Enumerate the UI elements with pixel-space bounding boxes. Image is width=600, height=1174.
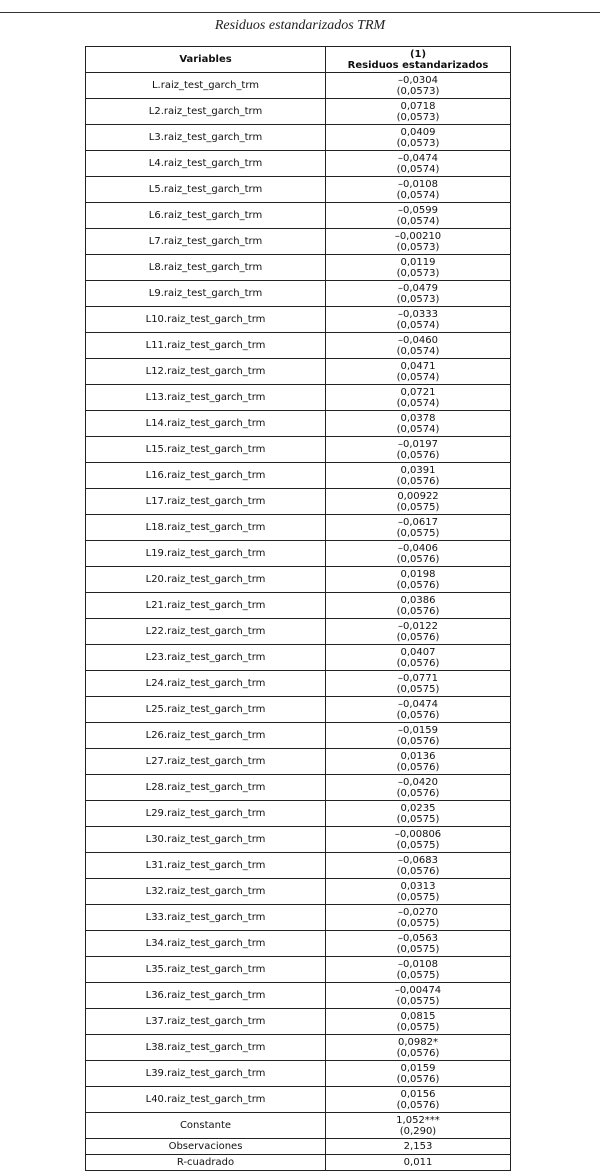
table-row: [86, 619, 511, 645]
table-row: [86, 827, 511, 853]
standard-error: (0,0575): [396, 891, 440, 903]
top-rule: [0, 12, 600, 13]
table-row: [86, 333, 511, 359]
variable-label: L40.raiz_test_garch_trm: [86, 1087, 326, 1113]
coefficient-value: –0,0474: [398, 698, 438, 710]
coefficient-cell: [326, 801, 511, 827]
table-row: [86, 645, 511, 671]
table-row: [86, 229, 511, 255]
standard-error: (0,0575): [396, 943, 440, 955]
variable-label: L7.raiz_test_garch_trm: [86, 229, 326, 255]
standard-error: (0,0574): [396, 397, 440, 409]
coefficient-cell: [326, 1113, 511, 1139]
variable-label: L5.raiz_test_garch_trm: [86, 177, 326, 203]
variable-label: L10.raiz_test_garch_trm: [86, 307, 326, 333]
variable-label: L29.raiz_test_garch_trm: [86, 801, 326, 827]
coefficient-value: 0,0156: [400, 1088, 436, 1100]
model-number: (1): [409, 48, 427, 60]
table-row: [86, 255, 511, 281]
standard-error: (0,0576): [396, 475, 440, 487]
coefficient-cell: [326, 957, 511, 983]
standard-error: (0,0576): [396, 657, 440, 669]
coefficient-value: 0,00922: [397, 490, 439, 502]
coefficient-cell: [326, 905, 511, 931]
coefficient-cell: [326, 385, 511, 411]
coefficient-value: –0,00806: [394, 828, 442, 840]
variable-label: L2.raiz_test_garch_trm: [86, 99, 326, 125]
coefficient-cell: [326, 983, 511, 1009]
variable-label: L19.raiz_test_garch_trm: [86, 541, 326, 567]
coefficient-value: 0,0471: [400, 360, 436, 372]
standard-error: (0,0576): [396, 449, 440, 461]
coefficient-value: 0,0407: [400, 646, 436, 658]
variable-label: Constante: [86, 1113, 326, 1139]
coefficient-cell: [326, 307, 511, 333]
coefficient-cell: [326, 723, 511, 749]
table-row: [86, 1035, 511, 1061]
variable-label: L11.raiz_test_garch_trm: [86, 333, 326, 359]
standard-error: (0,0575): [396, 995, 440, 1007]
standard-error: (0,0576): [396, 735, 440, 747]
table-row: [86, 73, 511, 99]
coefficient-cell: [326, 593, 511, 619]
variable-label: L30.raiz_test_garch_trm: [86, 827, 326, 853]
coefficient-value: –0,0479: [398, 282, 438, 294]
variables-header: Variables: [86, 47, 326, 73]
summary-row: [86, 1155, 511, 1171]
coefficient-cell: [326, 775, 511, 801]
table-row: [86, 463, 511, 489]
variable-label: L33.raiz_test_garch_trm: [86, 905, 326, 931]
table-row: [86, 775, 511, 801]
coefficient-cell: [326, 411, 511, 437]
table-row: [86, 125, 511, 151]
standard-error: (0,0574): [396, 345, 440, 357]
standard-error: (0,0576): [396, 1047, 440, 1059]
standard-error: (0,0575): [396, 969, 440, 981]
coefficient-cell: [326, 489, 511, 515]
standard-error: (0,0575): [396, 917, 440, 929]
coefficient-value: –0,0420: [398, 776, 438, 788]
model-name: Residuos estandarizados: [347, 59, 489, 71]
standard-error: (0,0574): [396, 163, 440, 175]
table-row: [86, 931, 511, 957]
coefficient-value: –0,0159: [398, 724, 438, 736]
coefficient-value: –0,0304: [398, 74, 438, 86]
regression-table: [85, 46, 511, 1171]
standard-error: (0,0574): [396, 215, 440, 227]
summary-value: 0,011: [326, 1155, 511, 1171]
table-row: [86, 593, 511, 619]
coefficient-cell: [326, 931, 511, 957]
variable-label: L31.raiz_test_garch_trm: [86, 853, 326, 879]
variable-label: L14.raiz_test_garch_trm: [86, 411, 326, 437]
table-row: [86, 723, 511, 749]
coefficient-value: 0,0136: [400, 750, 436, 762]
coefficient-value: –0,0683: [398, 854, 438, 866]
variable-label: L18.raiz_test_garch_trm: [86, 515, 326, 541]
standard-error: (0,0576): [396, 787, 440, 799]
standard-error: (0,0574): [396, 189, 440, 201]
standard-error: (0,0576): [396, 631, 440, 643]
coefficient-cell: [326, 827, 511, 853]
coefficient-cell: [326, 1087, 511, 1113]
variable-label: L17.raiz_test_garch_trm: [86, 489, 326, 515]
table-row: [86, 489, 511, 515]
coefficient-cell: [326, 567, 511, 593]
coefficient-cell: [326, 515, 511, 541]
coefficient-value: 0,0235: [400, 802, 436, 814]
variable-label: L13.raiz_test_garch_trm: [86, 385, 326, 411]
coefficient-value: 0,0718: [400, 100, 436, 112]
variable-label: L22.raiz_test_garch_trm: [86, 619, 326, 645]
table-row: [86, 437, 511, 463]
standard-error: (0,0574): [396, 319, 440, 331]
standard-error: (0,0575): [396, 527, 440, 539]
coefficient-value: 0,0119: [400, 256, 436, 268]
coefficient-value: 0,0386: [400, 594, 436, 606]
variable-label: L27.raiz_test_garch_trm: [86, 749, 326, 775]
coefficient-value: 0,0391: [400, 464, 436, 476]
standard-error: (0,0573): [396, 85, 440, 97]
standard-error: (0,0573): [396, 137, 440, 149]
standard-error: (0,290): [399, 1125, 437, 1137]
coefficient-value: 0,0982*: [398, 1036, 438, 1048]
table-body: [86, 73, 511, 1171]
variable-label: L16.raiz_test_garch_trm: [86, 463, 326, 489]
variable-label: L28.raiz_test_garch_trm: [86, 775, 326, 801]
coefficient-value: –0,0108: [398, 178, 438, 190]
table-row: [86, 281, 511, 307]
table-row: [86, 1009, 511, 1035]
table-row: [86, 99, 511, 125]
coefficient-cell: [326, 541, 511, 567]
table-row: [86, 957, 511, 983]
coefficient-cell: [326, 255, 511, 281]
coefficient-cell: [326, 853, 511, 879]
coefficient-value: –0,0563: [398, 932, 438, 944]
coefficient-value: –0,0122: [398, 620, 438, 632]
variable-label: L37.raiz_test_garch_trm: [86, 1009, 326, 1035]
table-row: [86, 567, 511, 593]
standard-error: (0,0573): [396, 293, 440, 305]
coefficient-cell: [326, 203, 511, 229]
coefficient-cell: [326, 99, 511, 125]
variable-label: L23.raiz_test_garch_trm: [86, 645, 326, 671]
standard-error: (0,0576): [396, 553, 440, 565]
coefficient-cell: [326, 645, 511, 671]
table-row: [86, 853, 511, 879]
standard-error: (0,0575): [396, 501, 440, 513]
standard-error: (0,0573): [396, 267, 440, 279]
coefficient-value: 0,0159: [400, 1062, 436, 1074]
coefficient-cell: [326, 151, 511, 177]
standard-error: (0,0576): [396, 865, 440, 877]
coefficient-value: –0,0108: [398, 958, 438, 970]
standard-error: (0,0573): [396, 111, 440, 123]
coefficient-value: 0,0409: [400, 126, 436, 138]
variable-label: L20.raiz_test_garch_trm: [86, 567, 326, 593]
table-row: [86, 905, 511, 931]
table-row: [86, 1061, 511, 1087]
variable-label: L36.raiz_test_garch_trm: [86, 983, 326, 1009]
coefficient-value: 0,0198: [400, 568, 436, 580]
table-row: [86, 203, 511, 229]
coefficient-cell: [326, 229, 511, 255]
table-row: [86, 697, 511, 723]
table-row: [86, 541, 511, 567]
coefficient-cell: [326, 1035, 511, 1061]
standard-error: (0,0576): [396, 1073, 440, 1085]
coefficient-cell: [326, 437, 511, 463]
summary-row: [86, 1139, 511, 1155]
coefficient-cell: [326, 73, 511, 99]
variable-label: L8.raiz_test_garch_trm: [86, 255, 326, 281]
coefficient-value: –0,0599: [398, 204, 438, 216]
table-row: [86, 411, 511, 437]
coefficient-value: 1,052***: [396, 1114, 440, 1126]
variable-label: L32.raiz_test_garch_trm: [86, 879, 326, 905]
variable-label: L26.raiz_test_garch_trm: [86, 723, 326, 749]
coefficient-value: 0,0378: [400, 412, 436, 424]
coefficient-value: 0,0815: [400, 1010, 436, 1022]
coefficient-cell: [326, 333, 511, 359]
standard-error: (0,0576): [396, 709, 440, 721]
standard-error: (0,0576): [396, 605, 440, 617]
standard-error: (0,0576): [396, 761, 440, 773]
summary-label: R-cuadrado: [86, 1155, 326, 1171]
coefficient-value: –0,0197: [398, 438, 438, 450]
standard-error: (0,0575): [396, 1021, 440, 1033]
coefficient-cell: [326, 749, 511, 775]
variable-label: L24.raiz_test_garch_trm: [86, 671, 326, 697]
coefficient-value: –0,0460: [398, 334, 438, 346]
coefficient-cell: [326, 697, 511, 723]
table-caption: Residuos estandarizados TRM: [214, 18, 386, 33]
variable-label: L15.raiz_test_garch_trm: [86, 437, 326, 463]
coefficient-value: –0,0617: [398, 516, 438, 528]
coefficient-value: –0,0771: [398, 672, 438, 684]
table-row: [86, 801, 511, 827]
table-header-row: [86, 47, 511, 73]
coefficient-cell: [326, 1009, 511, 1035]
coefficient-value: –0,00474: [394, 984, 442, 996]
standard-error: (0,0574): [396, 423, 440, 435]
table-row: [86, 307, 511, 333]
summary-label: Observaciones: [86, 1139, 326, 1155]
coefficient-value: –0,0474: [398, 152, 438, 164]
table-row: [86, 151, 511, 177]
variable-label: L12.raiz_test_garch_trm: [86, 359, 326, 385]
table-row: [86, 385, 511, 411]
coefficient-cell: [326, 1061, 511, 1087]
model-header: [326, 47, 511, 73]
coefficient-cell: [326, 463, 511, 489]
summary-value: 2,153: [326, 1139, 511, 1155]
table-row: [86, 671, 511, 697]
standard-error: (0,0573): [396, 241, 440, 253]
standard-error: (0,0575): [396, 813, 440, 825]
table-row: [86, 1087, 511, 1113]
coefficient-value: –0,0333: [398, 308, 438, 320]
table-row: [86, 879, 511, 905]
coefficient-cell: [326, 177, 511, 203]
coefficient-value: 0,0313: [400, 880, 436, 892]
standard-error: (0,0574): [396, 371, 440, 383]
coefficient-value: –0,0406: [398, 542, 438, 554]
coefficient-cell: [326, 879, 511, 905]
variable-label: L.raiz_test_garch_trm: [86, 73, 326, 99]
variable-label: L34.raiz_test_garch_trm: [86, 931, 326, 957]
table-row: [86, 1113, 511, 1139]
table-row: [86, 749, 511, 775]
coefficient-cell: [326, 671, 511, 697]
coefficient-cell: [326, 619, 511, 645]
coefficient-cell: [326, 125, 511, 151]
table-row: [86, 515, 511, 541]
table-row: [86, 983, 511, 1009]
variable-label: L38.raiz_test_garch_trm: [86, 1035, 326, 1061]
variable-label: L4.raiz_test_garch_trm: [86, 151, 326, 177]
variable-label: L39.raiz_test_garch_trm: [86, 1061, 326, 1087]
table-row: [86, 177, 511, 203]
coefficient-cell: [326, 359, 511, 385]
coefficient-cell: [326, 281, 511, 307]
table-row: [86, 359, 511, 385]
standard-error: (0,0575): [396, 839, 440, 851]
variable-label: L35.raiz_test_garch_trm: [86, 957, 326, 983]
standard-error: (0,0576): [396, 1099, 440, 1111]
standard-error: (0,0575): [396, 683, 440, 695]
variable-label: L3.raiz_test_garch_trm: [86, 125, 326, 151]
standard-error: (0,0576): [396, 579, 440, 591]
variable-label: L25.raiz_test_garch_trm: [86, 697, 326, 723]
variable-label: L9.raiz_test_garch_trm: [86, 281, 326, 307]
coefficient-value: –0,00210: [394, 230, 442, 242]
coefficient-value: –0,0270: [398, 906, 438, 918]
variable-label: L21.raiz_test_garch_trm: [86, 593, 326, 619]
variable-label: L6.raiz_test_garch_trm: [86, 203, 326, 229]
coefficient-value: 0,0721: [400, 386, 436, 398]
